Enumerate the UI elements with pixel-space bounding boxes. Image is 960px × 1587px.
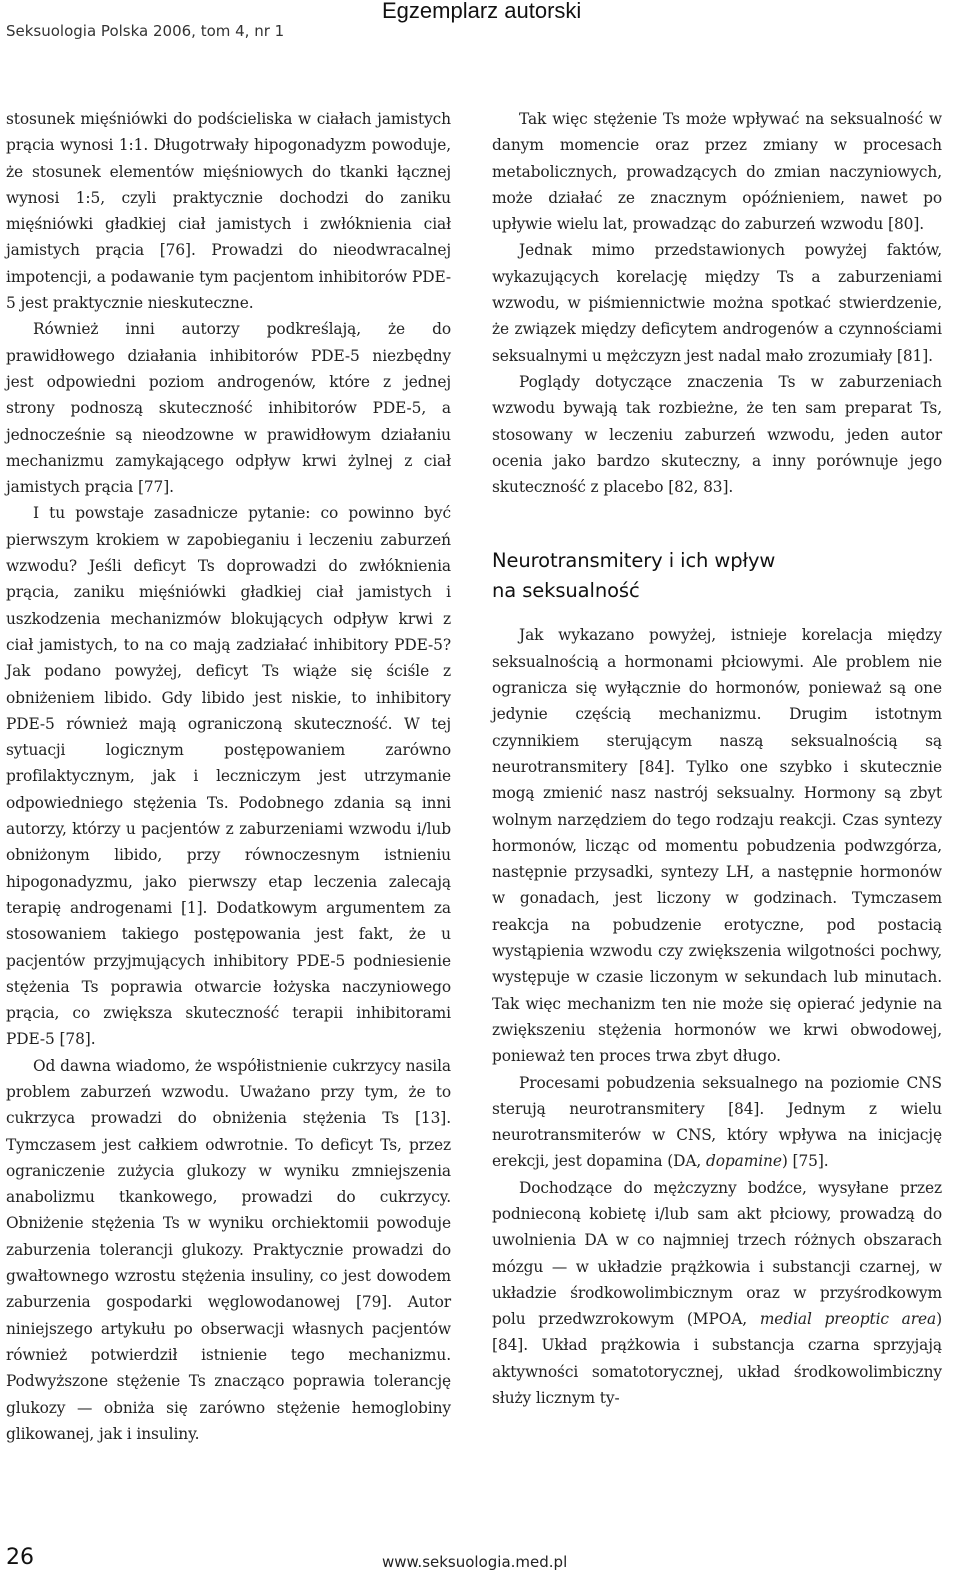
paragraph-italic: dopamine	[705, 1152, 782, 1171]
paragraph: Jak wykazano powyżej, istnieje korelacja między seksualnością a hormonami płciowymi. Ale problem nie ogranicza się wyłącznie do hormonów, ponieważ są one jedynie częścią mechanizmu. Drugim istotnym czynnikiem sterującym naszą seksualnością są neurotransmitery [84]. Tylko one szybko i skutecznie mogą zmienić nasz nastrój seksualny. Hormony są zbyt wolnym narzędziem do tego rodzaju reakcji. Czas syntezy hormonów, licząc od momentu pobudzenia podwzgórza, następnie przysadki, syntezy LH, a następnie hormonów w gonadach, jest liczony w godzinach. Tymczasem reakcja na pobudzenie erotyczne, pod postacią wystąpienia wzwodu czy zwiększenia wilgotności pochwy, występuje w czasie liczonym w sekundach lub minutach. Tak więc mechanizm ten nie może się opierać jedynie na zwiększeniu stężenia hormonów we krwi obwodowej, ponieważ ten proces trwa zbyt długo.	[492, 626, 942, 1066]
paragraph: Od dawna wiadomo, że współistnienie cukrzycy nasila problem zaburzeń wzwodu. Uważano przy tym, że to cukrzyca prowadzi do obniżenia stężenia Ts [13]. Tymczasem jest całkiem odwrotnie. To deficyt Ts, przez ograniczenie zużycia glukozy w wyniku zmniejszenia anabolizmu tkankowego, prowadzi do cukrzycy. Obniżenie stężenia Ts w wyniku orchiektomii powoduje zaburzenia tolerancji glukozy. Praktycznie prowadzi do gwałtownego wzrostu stężenia insuliny, co jest dowodem zaburzenia gospodarki węglowodanowej [79]. Autor niniejszego artykułu po obserwacji własnych pacjentów również potwierdził istnienie tego mechanizmu. Podwyższone stężenie Ts znacząco poprawia tolerancję glukozy — obniża się zarówno stężenie hemoglobiny glikowanej, jak i insuliny.	[6, 1056, 451, 1443]
section-heading-line-2: na seksualność	[492, 579, 640, 603]
right-column	[492, 106, 942, 1411]
paragraph: I tu powstaje zasadnicze pytanie: co powinno być pierwszym krokiem w zapobieganiu i leczeniu zaburzeń wzwodu? Jeśli deficyt Ts doprowadzi do zwłóknienia prącia, zaniku mięśniówki gładkiej ciał jamistych i uszkodzenia mechanizmów blokujących odpływ krwi z ciał jamistych, to na co mają zadziałać inhibitory PDE-5? Jak podano powyżej, deficyt Ts wiąże się ściśle z obniżeniem libido. Gdy libido jest niskie, to inhibitory PDE-5 również mają ograniczoną skuteczność. W tej sytuacji logicznym postępowaniem zarówno profilaktycznym, jak i leczniczym jest utrzymanie odpowiedniego stężenia Ts. Podobnego zdania są inni autorzy, którzy u pacjentów z zaburzeniami wzwodu i/lub obniżonym libido, przy równoczesnym istnieniu hipogonadyzmu, jako pierwszy etap leczenia zalecają terapię androgenami [1]. Dodatkowym argumentem za stosowaniem takiego postępowania jest fakt, że u pacjentów przyjmujących inhibitory PDE-5 podniesienie stężenia Ts poprawia otwarcie łożyska naczyniowego prącia, co zwiększa skuteczność terapii inhibitorami PDE-5 [78].	[6, 504, 451, 1049]
journal-citation: Seksuologia Polska 2006, tom 4, nr 1	[6, 22, 285, 40]
paragraph-text: ) [84]. Układ prążkowia i substancja czarna sprzyjają aktywności somatotorycznej, układ środkowolimbiczny służy licznym ty-	[492, 1310, 942, 1408]
section-heading-line-1: Neurotransmitery i ich wpływ	[492, 549, 776, 573]
paragraph: Również inni autorzy podkreślają, że do prawidłowego działania inhibitorów PDE-5 niezbędny jest odpowiedni poziom androgenów, które z jednej strony podnoszą skuteczność inhibitorów PDE-5, a jednocześnie są nieodzowne w prawidłowym działaniu mechanizmu zamykającego odpływ krwi żylnej z ciał jamistych prącia [77].	[6, 320, 451, 497]
section-heading	[492, 546, 942, 606]
paragraph-text: ) [75].	[781, 1152, 829, 1171]
paragraph	[492, 1175, 942, 1412]
page-header	[0, 0, 960, 70]
paragraph: Jednak mimo przedstawionych powyżej faktów, wykazujących korelację między Ts a zaburzeniami wzwodu, w piśmiennictwie można spotkać stwierdzenie, że związek między deficytem androgenów a czynnościami seksualnymi u mężczyzn jest nadal mało zrozumiały [81].	[492, 241, 942, 365]
paragraph-italic: medial preoptic area	[759, 1310, 937, 1329]
website-link[interactable]: www.seksuologia.med.pl	[382, 1553, 568, 1571]
page-number: 26	[6, 1545, 34, 1570]
paragraph-text: Dochodzące do mężczyzny bodźce, wysyłane przez podnieconą kobietę i/lub sam akt płciowy, prowadzą do uwolnienia DA w co najmniej trzech różnych obszarach mózgu — w układzie prążkowia i substancji czarnej, w układzie środkowolimbicznym oraz w przyśrodkowym polu przedwzrokowym (MPOA,	[492, 1178, 942, 1329]
paragraph: stosunek mięśniówki do podścieliska w ciałach jamistych prącia wynosi 1:1. Długotrwały hipogonadyzm powoduje, że stosunek elementów mięśniowych do tkanki łącznej wynosi 1:5, czyli praktycznie dochodzi do zaniku mięśniówki gładkiej ciał jamistych i zwłóknienia ciał jamistych prącia [76]. Prowadzi do nieodwracalnej impotencji, a podawanie tym pacjentom inhibitorów PDE-5 jest praktycznie nieskuteczne.	[6, 110, 451, 313]
paragraph	[492, 1070, 942, 1175]
paragraph: Poglądy dotyczące znaczenia Ts w zaburzeniach wzwodu bywają tak rozbieżne, że ten sam preparat Ts, stosowany w leczeniu zaburzeń wzwodu, jeden autor ocenia jako bardzo skuteczny, a inny porównuje jego skuteczność z placebo [82, 83].	[492, 372, 942, 497]
paragraph-text: Procesami pobudzenia seksualnego na poziomie CNS sterują neurotransmitery [84]. Jednym z wielu neurotransmiterów w CNS, który wpływa na inicjację erekcji, jest dopamina (DA,	[492, 1073, 942, 1171]
author-copy-label: Egzemplarz autorski	[382, 0, 582, 23]
left-column	[6, 106, 451, 1447]
paragraph: Tak więc stężenie Ts może wpływać na seksualność w danym momencie oraz przez zmiany w procesach metabolicznych, prowadzących do zmian naczyniowych, może działać ze znacznym opóźnieniem, nawet po upływie wielu lat, prowadząc do zaburzeń wzwodu [80].	[492, 110, 942, 234]
